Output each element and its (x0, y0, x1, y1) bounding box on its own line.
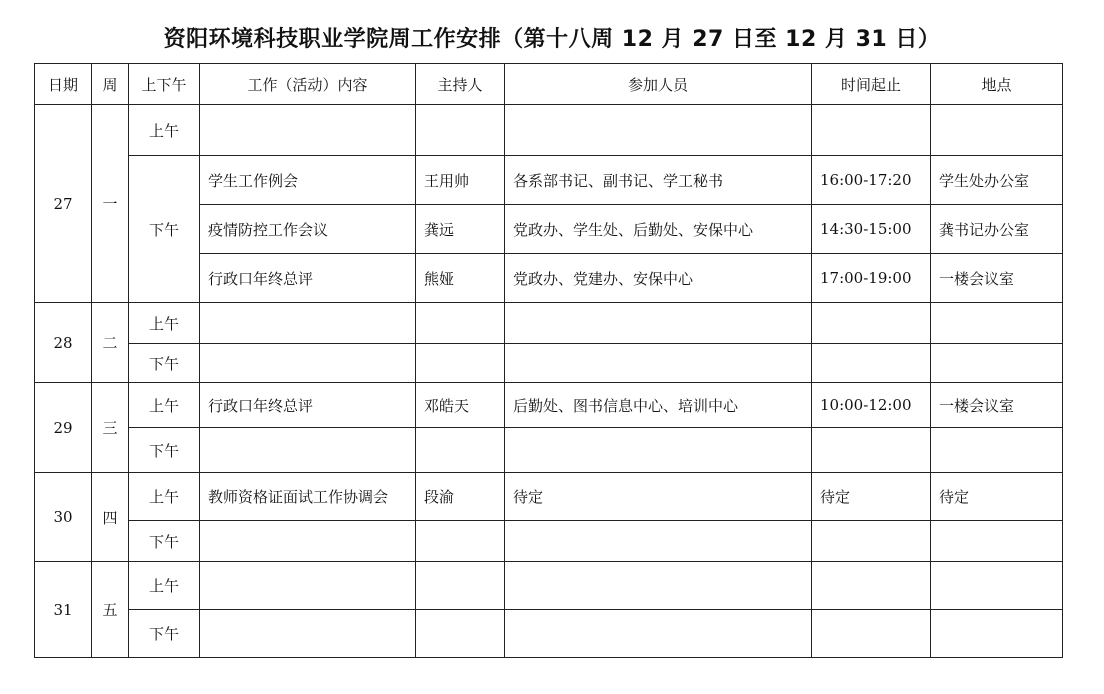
header-date: 日期 (35, 64, 92, 105)
table-row (35, 610, 1063, 658)
table-row (35, 428, 1063, 473)
content-cell (200, 303, 416, 344)
content-cell: 行政口年终总评 (200, 383, 416, 428)
header-time: 时间起止 (812, 64, 931, 105)
weekday-cell: 三 (92, 383, 129, 473)
time-cell: 14:30-15:00 (812, 205, 931, 254)
period-cell: 上午 (129, 383, 200, 428)
participants-cell (505, 428, 812, 473)
content-cell (200, 428, 416, 473)
content-cell (200, 105, 416, 156)
table-row (35, 156, 1063, 205)
time-cell: 17:00-19:00 (812, 254, 931, 303)
place-cell: 学生处办公室 (931, 156, 1063, 205)
weekday-cell: 四 (92, 473, 129, 562)
host-cell (416, 610, 505, 658)
table-row (35, 562, 1063, 610)
participants-cell (505, 105, 812, 156)
host-cell: 邓皓天 (416, 383, 505, 428)
table-row (35, 344, 1063, 383)
content-cell (200, 344, 416, 383)
period-cell: 下午 (129, 156, 200, 303)
participants-cell (505, 610, 812, 658)
date-cell: 28 (35, 303, 92, 383)
place-cell (931, 562, 1063, 610)
host-cell (416, 344, 505, 383)
content-cell (200, 521, 416, 562)
place-cell (931, 105, 1063, 156)
time-cell (812, 105, 931, 156)
table-row (35, 303, 1063, 344)
place-cell: 一楼会议室 (931, 254, 1063, 303)
host-cell (416, 428, 505, 473)
schedule-table (34, 63, 1063, 658)
place-cell (931, 610, 1063, 658)
header-host: 主持人 (416, 64, 505, 105)
weekday-cell: 一 (92, 105, 129, 303)
time-cell (812, 610, 931, 658)
content-cell: 行政口年终总评 (200, 254, 416, 303)
date-cell: 27 (35, 105, 92, 303)
place-cell (931, 303, 1063, 344)
table-row (35, 383, 1063, 428)
host-cell: 龚远 (416, 205, 505, 254)
header-content: 工作（活动）内容 (200, 64, 416, 105)
participants-cell (505, 303, 812, 344)
date-cell: 31 (35, 562, 92, 658)
period-cell: 上午 (129, 473, 200, 521)
table-row (35, 105, 1063, 156)
period-cell: 下午 (129, 521, 200, 562)
page-title: 资阳环境科技职业学院周工作安排（第十八周 12 月 27 日至 12 月 31 日） (163, 27, 941, 52)
period-cell: 上午 (129, 105, 200, 156)
place-cell: 一楼会议室 (931, 383, 1063, 428)
time-cell: 10:00-12:00 (812, 383, 931, 428)
time-cell (812, 428, 931, 473)
date-cell: 29 (35, 383, 92, 473)
place-cell (931, 344, 1063, 383)
header-place: 地点 (931, 64, 1063, 105)
host-cell: 熊娅 (416, 254, 505, 303)
header-participants: 参加人员 (505, 64, 812, 105)
host-cell (416, 105, 505, 156)
place-cell: 待定 (931, 473, 1063, 521)
participants-cell (505, 344, 812, 383)
content-cell: 学生工作例会 (200, 156, 416, 205)
time-cell: 待定 (812, 473, 931, 521)
header-weekday: 周 (92, 64, 129, 105)
content-cell (200, 610, 416, 658)
host-cell (416, 562, 505, 610)
participants-cell: 各系部书记、副书记、学工秘书 (505, 156, 812, 205)
participants-cell: 待定 (505, 473, 812, 521)
period-cell: 下午 (129, 428, 200, 473)
content-cell: 教师资格证面试工作协调会 (200, 473, 416, 521)
participants-cell: 后勤处、图书信息中心、培训中心 (505, 383, 812, 428)
place-cell (931, 521, 1063, 562)
host-cell (416, 521, 505, 562)
period-cell: 上午 (129, 562, 200, 610)
time-cell (812, 521, 931, 562)
time-cell (812, 562, 931, 610)
table-row (35, 521, 1063, 562)
table-row (35, 473, 1063, 521)
period-cell: 下午 (129, 344, 200, 383)
content-cell: 疫情防控工作会议 (200, 205, 416, 254)
header-row (35, 64, 1063, 105)
content-cell (200, 562, 416, 610)
time-cell (812, 303, 931, 344)
weekday-cell: 二 (92, 303, 129, 383)
host-cell: 段渝 (416, 473, 505, 521)
place-cell (931, 428, 1063, 473)
period-cell: 下午 (129, 610, 200, 658)
participants-cell (505, 562, 812, 610)
time-cell (812, 344, 931, 383)
period-cell: 上午 (129, 303, 200, 344)
date-cell: 30 (35, 473, 92, 562)
participants-cell (505, 521, 812, 562)
host-cell: 王用帅 (416, 156, 505, 205)
participants-cell: 党政办、党建办、安保中心 (505, 254, 812, 303)
host-cell (416, 303, 505, 344)
place-cell: 龚书记办公室 (931, 205, 1063, 254)
time-cell: 16:00-17:20 (812, 156, 931, 205)
header-period: 上下午 (129, 64, 200, 105)
weekday-cell: 五 (92, 562, 129, 658)
participants-cell: 党政办、学生处、后勤处、安保中心 (505, 205, 812, 254)
